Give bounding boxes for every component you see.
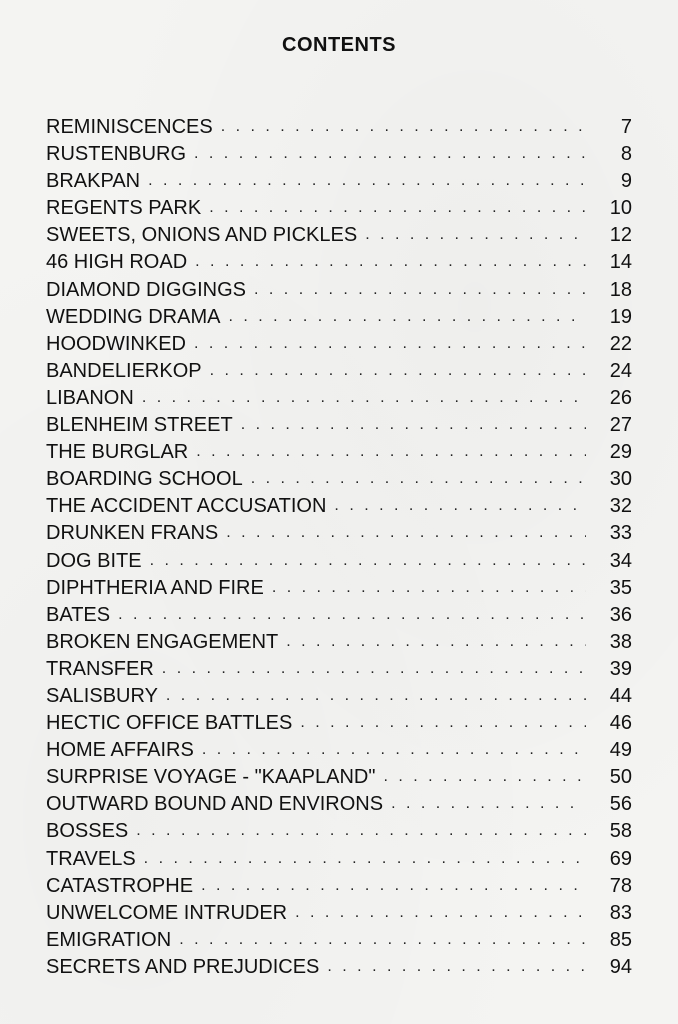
toc-entry-page-number: 32 [609, 495, 632, 518]
toc-entry [46, 927, 632, 954]
dot-leader [144, 845, 586, 872]
toc-entry [46, 900, 632, 927]
toc-entry-title: BATES [46, 603, 111, 626]
dot-leader [201, 872, 586, 899]
toc-entry [46, 548, 632, 575]
toc-entry [46, 195, 632, 222]
toc-entry [46, 520, 632, 547]
toc-entry-page-number: 7 [620, 116, 632, 138]
toc-entry-title: SWEETS, ONIONS AND PICKLES [46, 224, 358, 247]
toc-entry-page-number: 50 [609, 766, 632, 789]
toc-entry-title: BRAKPAN [46, 170, 141, 193]
toc-entry-page-number: 94 [609, 955, 632, 978]
toc-entry [46, 602, 632, 629]
toc-entry-title: BROKEN ENGAGEMENT [46, 630, 279, 653]
toc-entry-title: SECRETS AND PREJUDICES [46, 955, 320, 978]
toc-entry-title: OUTWARD BOUND AND ENVIRONS [46, 793, 384, 816]
toc-entry-title: REMINISCENCES [46, 116, 213, 138]
toc-entry-page-number: 27 [609, 414, 632, 437]
toc-entry [46, 331, 632, 358]
dot-leader [221, 113, 586, 140]
toc-entry [46, 764, 632, 791]
dot-leader [226, 519, 586, 546]
toc-entry-page-number: 18 [609, 278, 632, 301]
toc-entry-title: DIPHTHERIA AND FIRE [46, 576, 264, 599]
toc-entry-title: DIAMOND DIGGINGS [46, 278, 247, 301]
toc-entry-title: CATASTROPHE [46, 874, 194, 897]
toc-entry-page-number: 26 [609, 386, 632, 409]
toc-entry-page-number: 49 [609, 739, 632, 762]
dot-leader [150, 547, 586, 574]
toc-entry-title: SURPRISE VOYAGE - "KAAPLAND" [46, 766, 376, 789]
toc-entry-title: BOSSES [46, 820, 129, 843]
toc-entry-page-number: 30 [609, 468, 632, 491]
toc-entry-page-number: 85 [609, 928, 632, 951]
contents-heading: CONTENTS [282, 34, 396, 56]
dot-leader [136, 817, 586, 844]
dot-leader [300, 709, 586, 736]
toc-entry-page-number: 44 [609, 684, 632, 707]
dot-leader [142, 384, 586, 411]
toc-entry [46, 412, 632, 439]
toc-entry-title: EMIGRATION [46, 928, 172, 951]
dot-leader [194, 140, 586, 167]
toc-entry [46, 656, 632, 683]
toc-entry-title: DOG BITE [46, 549, 142, 572]
toc-entry-page-number: 22 [609, 332, 632, 355]
toc-entry [46, 575, 632, 602]
toc-entry [46, 114, 632, 141]
toc-entry-title: SALISBURY [46, 684, 158, 707]
toc-entry-title: BANDELIERKOP [46, 359, 202, 382]
dot-leader [195, 248, 586, 275]
toc-entry-page-number: 24 [609, 359, 632, 382]
dot-leader [148, 167, 586, 194]
toc-entry [46, 249, 632, 276]
toc-entry-page-number: 35 [609, 576, 632, 599]
toc-entry [46, 873, 632, 900]
toc-entry [46, 222, 632, 249]
dot-leader [196, 438, 586, 465]
toc-entry-page-number: 83 [609, 901, 632, 924]
dot-leader [202, 736, 586, 763]
toc-entry [46, 493, 632, 520]
toc-entry-title: 46 HIGH ROAD [46, 251, 188, 274]
dot-leader [166, 682, 586, 709]
dot-leader [118, 601, 586, 628]
toc-entry-title: TRANSFER [46, 657, 154, 680]
toc-entry-title: REGENTS PARK [46, 197, 202, 220]
toc-entry [46, 168, 632, 195]
toc-entry-title: HOODWINKED [46, 332, 186, 355]
toc-entry [46, 683, 632, 710]
toc-entry [46, 791, 632, 818]
toc-entry-page-number: 38 [609, 630, 632, 653]
toc-entry [46, 710, 632, 737]
toc-entry [46, 277, 632, 304]
toc-entry-page-number: 12 [609, 224, 632, 247]
toc-entry-page-number: 8 [620, 143, 632, 166]
table-of-contents [46, 114, 632, 981]
dot-leader [194, 330, 586, 357]
toc-entry-title: RUSTENBURG [46, 143, 187, 166]
dot-leader [254, 276, 586, 303]
dot-leader [327, 953, 586, 980]
toc-entry-title: UNWELCOME INTRUDER [46, 901, 288, 924]
toc-entry [46, 846, 632, 873]
toc-entry-page-number: 58 [609, 820, 632, 843]
dot-leader [365, 221, 586, 248]
dot-leader [179, 926, 586, 953]
toc-entry [46, 954, 632, 981]
dot-leader [295, 899, 586, 926]
toc-entry-page-number: 9 [620, 170, 632, 193]
toc-entry-title: HECTIC OFFICE BATTLES [46, 712, 293, 735]
dot-leader [272, 574, 586, 601]
toc-entry [46, 358, 632, 385]
toc-entry-page-number: 10 [609, 197, 632, 220]
toc-entry [46, 818, 632, 845]
toc-entry [46, 439, 632, 466]
toc-entry-title: LIBANON [46, 386, 134, 409]
toc-entry-title: BLENHEIM STREET [46, 414, 233, 437]
toc-entry [46, 629, 632, 656]
toc-entry-page-number: 19 [609, 305, 632, 328]
toc-entry-page-number: 56 [609, 793, 632, 816]
dot-leader [391, 790, 586, 817]
toc-entry-title: DRUNKEN FRANS [46, 522, 219, 545]
toc-entry-page-number: 39 [609, 657, 632, 680]
toc-entry-page-number: 69 [609, 847, 632, 870]
toc-entry-title: TRAVELS [46, 847, 136, 870]
dot-leader [241, 411, 586, 438]
toc-entry-title: HOME AFFAIRS [46, 739, 194, 762]
dot-leader [209, 194, 586, 221]
toc-entry-page-number: 14 [609, 251, 632, 274]
dot-leader [286, 628, 586, 655]
dot-leader [383, 763, 586, 790]
toc-entry [46, 141, 632, 168]
toc-entry-title: THE ACCIDENT ACCUSATION [46, 495, 327, 518]
toc-entry-title: THE BURGLAR [46, 441, 189, 464]
dot-leader [210, 357, 586, 384]
toc-entry-page-number: 29 [609, 441, 632, 464]
dot-leader [162, 655, 586, 682]
toc-entry-page-number: 78 [609, 874, 632, 897]
toc-entry [46, 304, 632, 331]
dot-leader [251, 465, 586, 492]
toc-entry [46, 466, 632, 493]
toc-entry-page-number: 33 [609, 522, 632, 545]
toc-entry-page-number: 36 [609, 603, 632, 626]
toc-entry-page-number: 34 [609, 549, 632, 572]
toc-entry [46, 737, 632, 764]
toc-entry-title: WEDDING DRAMA [46, 305, 221, 328]
toc-entry [46, 385, 632, 412]
dot-leader [228, 303, 586, 330]
dot-leader [334, 492, 586, 519]
toc-entry-page-number: 46 [609, 712, 632, 735]
toc-entry-title: BOARDING SCHOOL [46, 468, 243, 491]
